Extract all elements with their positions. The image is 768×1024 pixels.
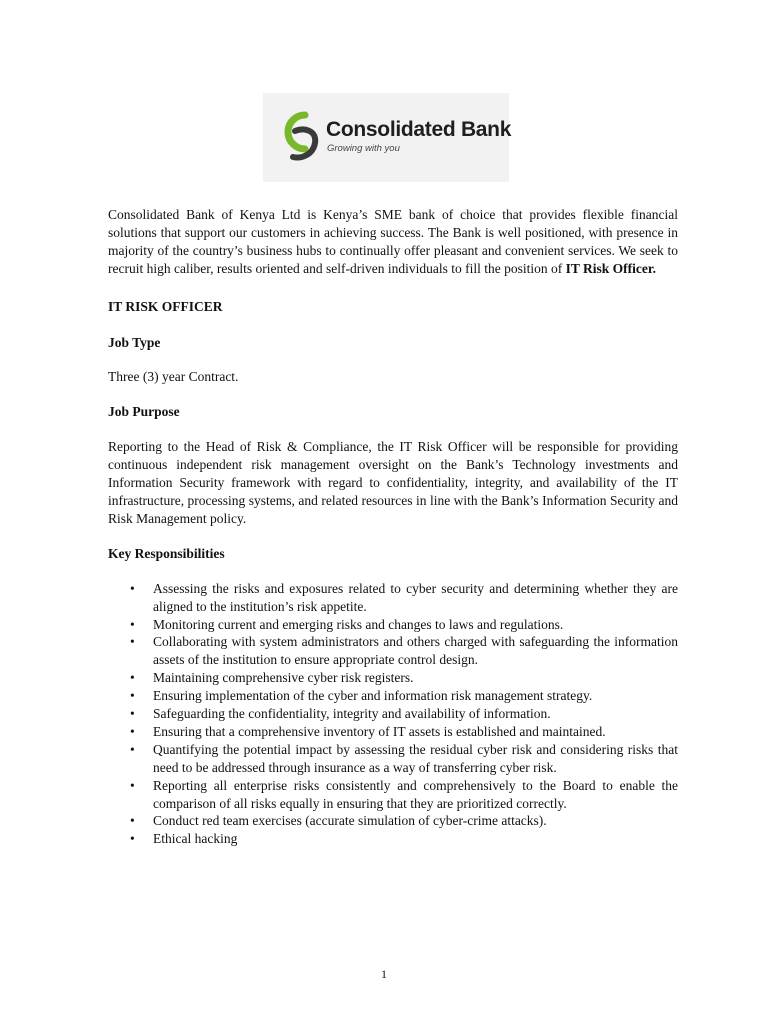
job-type-heading: Job Type [108,334,161,350]
list-item: • Collaborating with system administrators and others charged with safeguarding the information assets of the institution to ensure appropriate control design. [108,633,678,669]
logo-name: Consolidated Bank [326,118,512,141]
logo-tagline: Growing with you [327,143,400,154]
list-item: • Reporting all enterprise risks consistently and comprehensively to the Board to enable the comparison of all risks equally in ensuring that they are prioritized correctly. [108,777,678,813]
list-item: • Quantifying the potential impact by assessing the residual cyber risk and considering risks that need to be addressed through insurance as a way of transferring cyber risk. [108,741,678,777]
job-purpose-text: Reporting to the Head of Risk & Compliance, the IT Risk Officer will be responsible for providing continuous independent risk management oversight on the Bank’s Technology investments and Information Security framework with regard to confidentiality, integrity, and availability of the IT infrastructure, processing systems, and related resources in line with the Bank’s Information Security and Risk Management policy. [108,439,678,526]
job-title: IT RISK OFFICER [108,298,223,314]
bank-logo [263,93,512,182]
list-item: • Ethical hacking [108,830,678,848]
job-purpose-heading: Job Purpose [108,404,180,420]
job-type-text: Three (3) year Contract. [108,369,239,385]
list-item: • Assessing the risks and exposures related to cyber security and determining whether they are aligned to the institution’s risk appetite. [108,580,678,616]
list-item: • Conduct red team exercises (accurate simulation of cyber-crime attacks). [108,812,678,830]
document-body [108,206,678,848]
intro-paragraph [108,206,678,278]
list-item: • Safeguarding the confidentiality, integrity and availability of information. [108,705,678,723]
list-item: • Ensuring that a comprehensive inventory of IT assets is established and maintained. [108,723,678,741]
intro-text: Consolidated Bank of Kenya Ltd is Kenya’s SME bank of choice that provides flexible financial solutions that support our customers in achieving success. The Bank is well positioned, with presence in majority of the country’s business hubs to continually offer pleasant and convenient services. We seek to recruit high caliber, results oriented and self-driven individuals to fill the position of [108,207,678,276]
position-name: IT Risk Officer. [565,260,656,276]
list-item: • Maintaining comprehensive cyber risk registers. [108,669,678,687]
responsibilities-list [108,580,678,849]
page-number: 1 [381,967,387,981]
consolidated-bank-logo-icon [281,109,325,165]
list-item: • Monitoring current and emerging risks and changes to laws and regulations. [108,616,678,634]
key-responsibilities-heading: Key Responsibilities [108,545,225,561]
list-item: • Ensuring implementation of the cyber and information risk management strategy. [108,687,678,705]
